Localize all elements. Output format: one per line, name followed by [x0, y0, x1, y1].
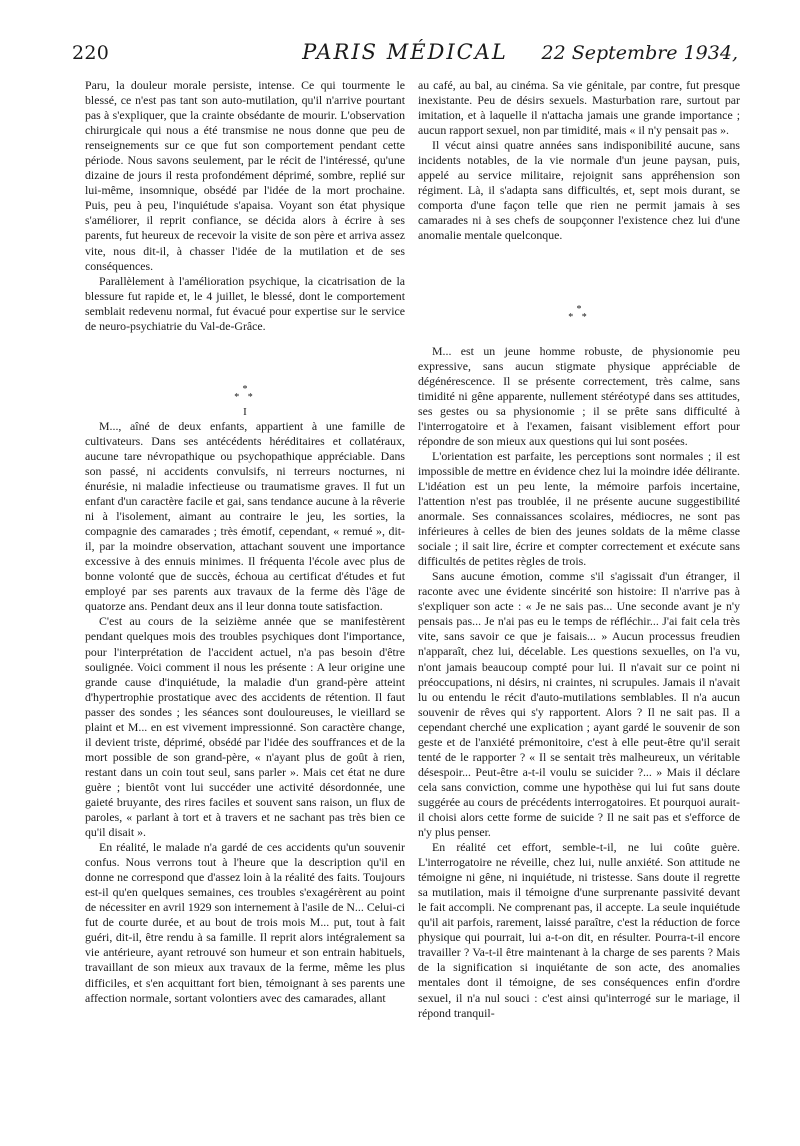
paragraph: au café, au bal, au cinéma. Sa vie génitale, par contre, fut presque inexistante. Peu de désirs sexuels. Masturbation rare, surtout par imitation, et à laquelle il n'attacha jamais une grande importance ; aucun rapport sexuel, non par timidité, mais « il n'y pensait pas ». — [418, 78, 740, 138]
right-column — [418, 78, 740, 1021]
left-column — [85, 78, 405, 1006]
section-gap — [85, 334, 405, 378]
asterism-top: * — [242, 383, 248, 395]
section-number: I — [243, 405, 247, 418]
asterism-bottom: * * — [568, 311, 590, 323]
paragraph: L'orientation est parfaite, les perceptions sont normales ; il est impossible de mettre en évidence chez lui la moindre idée délirante. L'idéation est un peu lente, la mémoire parfois incertaine, l'attention n'est pas troublée, il ne présente aucune suggestibilité anormale. Ses connaissances scolaires, médiocres, ne sont pas inférieures à celles de bien des jeunes soldats de la même classe sociale ; il sait lire, écrire et compter correctement et exécute sans difficultés de petites règles de trois. — [418, 448, 740, 569]
paragraph: Sans aucune émotion, comme s'il s'agissait d'un étranger, il raconte avec une évidente sincérité son histoire: Il n'arrive pas à s'expliquer son acte : « Je ne sais pas... Une seconde avant je n'y pensais pas... Je n'ai pas eu le temps de réfléchir... J'ai fait cela très vite, sans savoir ce que je faisais... » Aucun processus freudien n'apparaît, chez lui, décelable. Les questions sexuelles, on l'a vu, n'ont jamais beaucoup compté pour lui. Il n'avait sur ce point ni préoccupations, ni désirs, ni craintes, ni scrupules. Jamais il n'avait lu ou entendu le récit d'auto-mutilations semblables. Il n'a aucun souvenir de rêves qui s'y rapportent. Alors ? Il ne sait pas. Il a cependant cherché une explication ; ayant gardé le souvenir de son geste et de l'anxiété prémonitoire, c'est à elle peut-être qu'il serait tenté de le rapporter ? « Il se sentait très malheureux, un véritable désespoir... Peut-être a-t-il voulu se suicider ?... » Mais il déclare cela sans conviction, comme une hypothèse qui lui fut sans doute suggérée au cours de précédents interrogatoires. Et pourquoi aurait-il choisi alors cette forme de suicide ? Il ne sait pas et s'efforce de n'y plus penser. — [418, 569, 740, 840]
asterism-bottom: * * — [234, 391, 256, 403]
paragraph: M... est un jeune homme robuste, de physionomie peu expressive, sans aucun stigmate physique appréciable de dégénérescence. Il se présente correctement, très calme, sans timidité ni gêne apparente, nullement stéréotypé dans ses attitudes, ses gestes ou sa physionomie ; il se prête sans difficulté à l'interrogatoire et à l'examen, faisant visiblement effort pour répondre de son mieux aux questions qui lui sont posées. — [418, 343, 740, 448]
paragraph: En réalité, le malade n'a gardé de ces accidents qu'un souvenir confus. Nous verrons tout à l'heure que la description qu'il en donne ne correspond que d'assez loin à la réalité des faits. Toujours est-il qu'en quelques semaines, ces troubles s'exagérèrent au point de nécessiter en avril 1929 son internement à l'asile de N... Celui-ci fut de courte durée, et au bout de trois mois M... put, tout à fait guéri, dit-il, être rendu à sa famille. Il reprit alors intégralement sa vie antérieure, ayant retrouvé son humeur et son entrain habituels, travaillant de son mieux aux travaux de la ferme, même les plus difficiles, et s'en acquittant fort bien, témoignant à ses parents une affection normale, sortant volontiers avec des camarades, allant — [85, 840, 405, 1005]
asterism-divider — [418, 303, 740, 323]
journal-title: PARIS MÉDICAL — [302, 40, 508, 64]
asterism-top: * — [576, 303, 582, 315]
section-gap — [418, 322, 740, 344]
page-number: 220 — [72, 42, 110, 64]
paragraph: C'est au cours de la seizième année que se manifestèrent pendant quelques mois des troubles psychiques dont l'importance, pour l'interprétation de l'accident actuel, n'a pas besoin d'être soulignée. Voici comment il nous les présente : A leur origine une grande cause d'inquiétude, la maladie d'un grand-père atteint d'hypertrophie prostatique avec des accidents de rétention. Il faut passer des sondes ; les séances sont douloureuses, le vieillard se plaint et M... en est vivement impressionné. Son caractère change, il devient triste, déprimé, obsédé par l'idée des souffrances et de la mort possible de son grand-père, « n'ayant plus de goût à rien, restant dans un coin tout seul, sans parler ». Mais cet état ne dure guère ; bientôt vont lui succéder une activité désordonnée, une gaieté bruyante, des rires faciles et souvent sans raison, un flux de paroles, « parlant à tort et à travers et ne sachant pas très bien ce qu'il disait ». — [85, 614, 405, 840]
issue-date: 22 Septembre 1934, — [541, 42, 738, 64]
paragraph: Il vécut ainsi quatre années sans indisponibilité aucune, sans incidents notables, de la vie normale d'un jeune paysan, puis, appelé au service militaire, rejoignit sans appréhension son régiment. Là, il s'adapta sans difficultés, et, sept mois durant, se comporta d'une façon telle que rien ne permit jamais à ses camarades ni à ses chefs de soupçonner l'existence chez lui d'une anomalie mentale quelconque. — [418, 138, 740, 243]
section-gap — [418, 244, 740, 298]
paragraph: En réalité cet effort, semble-t-il, ne lui coûte guère. L'interrogatoire ne réveille, chez lui, nulle anxiété. Son attitude ne témoigne ni gêne, ni inquiétude, ni tristesse. Sans doute il regrette sa mutilation, mais il témoigne d'une surprenante passivité devant le fait accompli. Ne comprenant pas, il accepte. La seule inquiétude qu'il ait parfois, rarement, laissé paraître, c'est la réduction de force physique qui pourrait, lui a-t-on dit, en résulter. Pourra-t-il encore travailler ? Va-t-il être maintenant à la charge de ses parents ? Mais de la signification si inquiétante de son acte, des anomalies mentales dont il témoigne, de ses conséquences enfin d'ordre sexuel, il n'a nul souci : c'est ainsi qu'interrogé sur le mariage, il répond tranquil- — [418, 840, 740, 1020]
paragraph: M..., aîné de deux enfants, appartient à une famille de cultivateurs. Dans ses antécédents héréditaires et collatéraux, aucune tare névropathique ou psychopathique appréciable. Dans son passé, ni accidents convulsifs, ni terreurs nocturnes, ni énurésie, ni maladie infectieuse ou traumatisme graves. Il fut un enfant d'un caractère facile et gai, sans tendance aucune à la rêverie ni à l'isolement, aimant au contraire le jeu, les sorties, la compagnie des camarades ; très émotif, cependant, « remué », dit-il, par la moindre observation, attachant souvent une importance excessive à des ennuis minimes. Il fréquenta l'école avec plus de bonne volonté que de succès, échoua au certificat d'études et fut employé par ses parents aux travaux de la ferme dès l'âge de quatorze ans. Pendant deux ans il leur donna toute satisfaction. — [85, 418, 405, 614]
paragraph: Parallèlement à l'amélioration psychique, la cicatrisation de la blessure fut rapide et, le 4 juillet, le blessé, dont le comportement semblait redevenu normal, fut évacué pour expertise sur le service de neuro-psychiatrie du Val-de-Grâce. — [85, 273, 405, 333]
paragraph: Paru, la douleur morale persiste, intense. Ce qui tourmente le blessé, ce n'est pas tant son auto-mutilation, qu'il n'arrive pourtant pas à s'expliquer, que la crainte obsédante de mourir. L'observation chirurgicale qui nous a été transmise ne nous donne que peu de renseignements sur ce que fut son comportement pendant cette période. Nous savons seulement, par le récit de l'intéressé, qu'une dizaine de jours il resta profondément déprimé, sombre, replié sur lui-même, insomnique, obsédé par l'idée de la mort prochaine. Puis, peu à peu, l'inquiétude s'apaisa. Voyant son état physique s'améliorer, il reprit confiance, se décida alors à écrire à ses parents, fut heureux de recevoir la visite de son père et arriva assez vite, nous dit-il, à chasser l'idée de la mutilation et de ses conséquences. — [85, 78, 405, 273]
page-header — [72, 42, 738, 68]
asterism-divider — [85, 383, 405, 403]
